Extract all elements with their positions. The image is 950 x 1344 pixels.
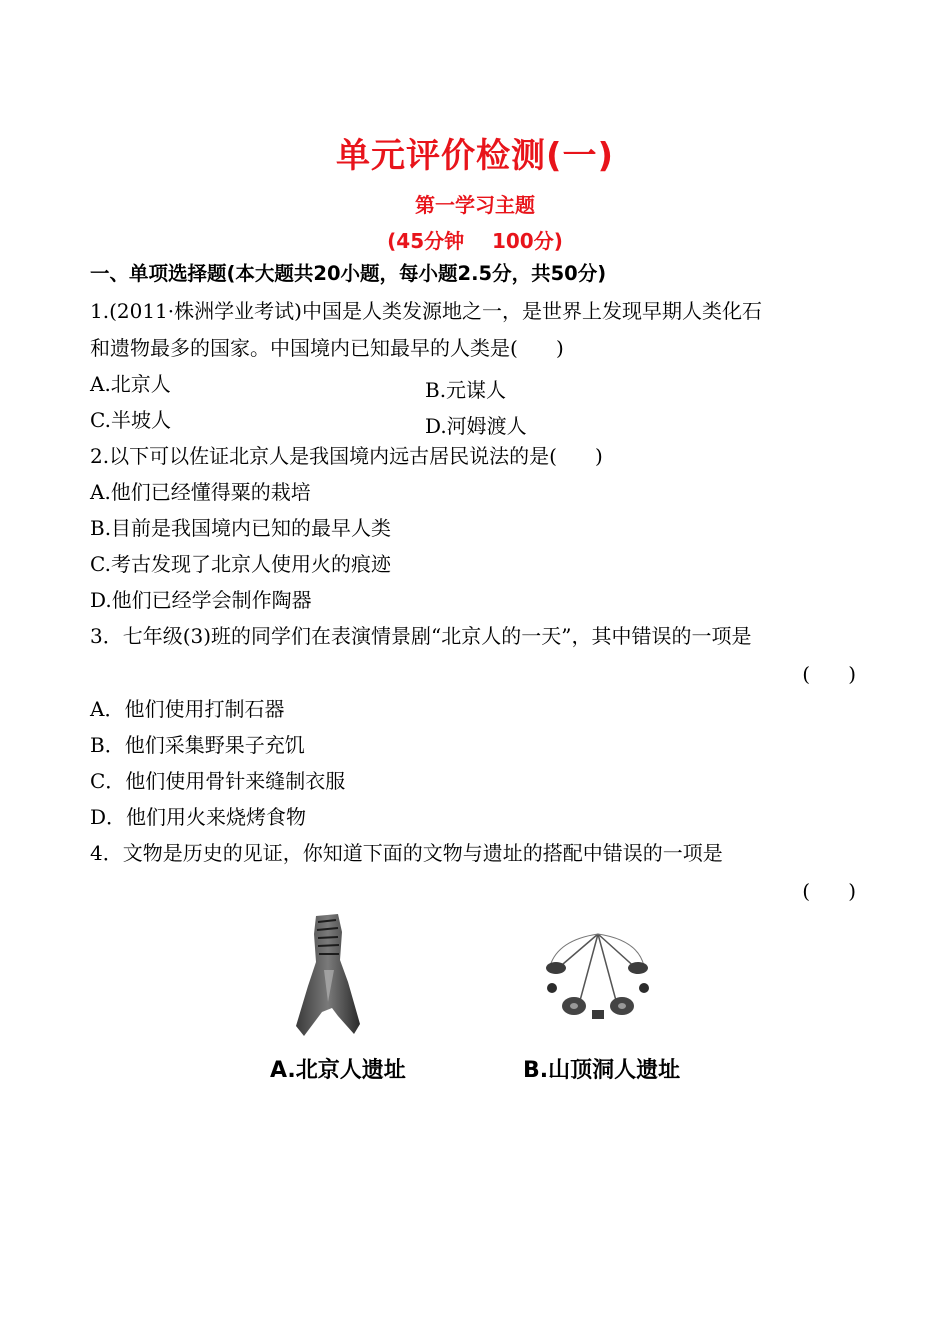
q1-stem-line2: 和遗物最多的国家。中国境内已知最早的人类是( ) [90, 336, 564, 360]
q2-option-d: D.他们已经学会制作陶器 [90, 588, 312, 612]
q3-answer-paren: ( ) [802, 662, 856, 686]
q1-option-b: B.元谋人 [425, 378, 507, 402]
q3-option-d: D．他们用火来烧烤食物 [90, 805, 307, 829]
q4-stem: 4．文物是历史的见证，你知道下面的文物与遗址的搭配中错误的一项是 [90, 841, 723, 865]
q3-option-c: C．他们使用骨针来缝制衣服 [90, 769, 346, 793]
q1-option-a: A.北京人 [90, 372, 171, 396]
bead-necklace-image [538, 930, 658, 1025]
q2-option-b: B.目前是我国境内已知的最早人类 [90, 516, 392, 540]
page-subtitle: 第一学习主题 [415, 193, 535, 217]
section-heading: 一、单项选择题(本大题共20小题，每小题2.5分，共50分) [90, 262, 607, 285]
q2-option-a: A.他们已经懂得粟的栽培 [90, 480, 311, 504]
q4-answer-paren: ( ) [802, 879, 856, 903]
caption-option-b: B.山顶洞人遗址 [523, 1058, 681, 1083]
q3-stem: 3．七年级(3)班的同学们在表演情景剧“北京人的一天”，其中错误的一项是 [90, 624, 752, 648]
q3-option-a: A．他们使用打制石器 [90, 697, 285, 721]
stone-tool-image [288, 912, 368, 1042]
q1-option-c: C.半坡人 [90, 408, 171, 432]
q1-option-d: D.河姆渡人 [425, 414, 527, 438]
page-title: 单元评价检测(一) [335, 136, 615, 176]
q2-option-c: C.考古发现了北京人使用火的痕迹 [90, 552, 391, 576]
q3-option-b: B．他们采集野果子充饥 [90, 733, 305, 757]
caption-option-a: A.北京人遗址 [270, 1058, 406, 1083]
exam-timing: (45分钟 100分) [387, 229, 563, 253]
q2-stem: 2.以下可以佐证北京人是我国境内远古居民说法的是( ) [90, 444, 603, 468]
q1-stem-line1: 1.(2011·株洲学业考试)中国是人类发源地之一，是世界上发现早期人类化石 [90, 299, 762, 323]
